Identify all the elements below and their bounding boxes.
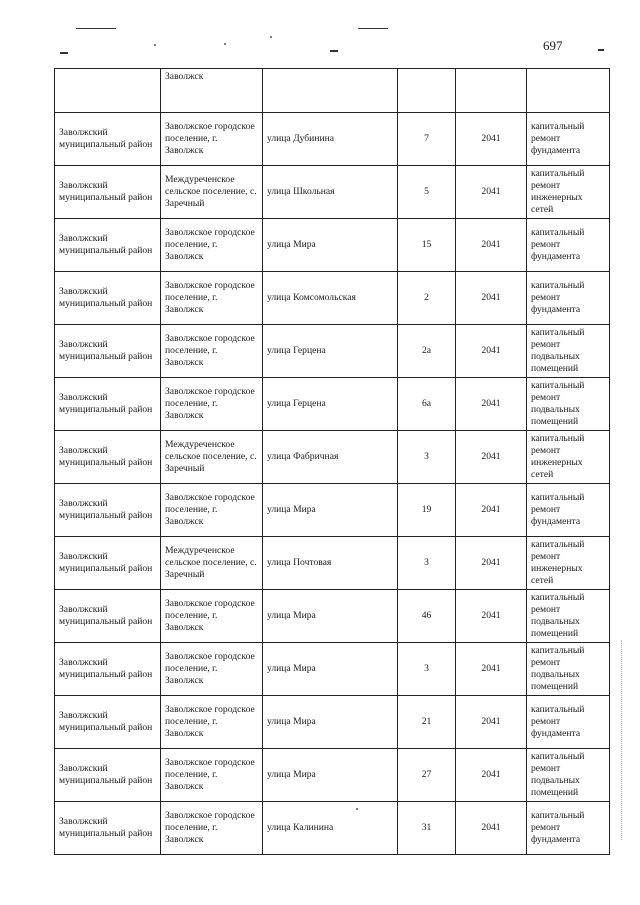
settlement-cell: Заволжское городское поселение, г. Заволжск (161, 643, 263, 696)
house-number-cell: 21 (398, 696, 456, 749)
work-type-cell: капитальный ремонт фундамента (527, 272, 610, 325)
table-row (55, 219, 610, 272)
house-number-cell: 5 (398, 166, 456, 219)
district-cell: Заволжский муниципальный район (55, 272, 161, 325)
work-type-cell: капитальный ремонт подвальных помещений (527, 590, 610, 643)
work-type-cell: капитальный ремонт фундамента (527, 219, 610, 272)
year-cell: 2041 (456, 643, 527, 696)
work-type-cell: капитальный ремонт подвальных помещений (527, 749, 610, 802)
street-cell (263, 69, 398, 113)
settlement-cell: Заволжское городское поселение, г. Заволжск (161, 696, 263, 749)
table-row (55, 484, 610, 537)
scan-speck (270, 36, 272, 38)
table-row (55, 802, 610, 855)
work-type-cell: капитальный ремонт фундамента (527, 484, 610, 537)
work-type-cell: капитальный ремонт фундамента (527, 696, 610, 749)
street-cell: улица Герцена (263, 325, 398, 378)
district-cell (55, 69, 161, 113)
work-type-cell (527, 69, 610, 113)
street-cell: улица Мира (263, 643, 398, 696)
year-cell: 2041 (456, 378, 527, 431)
district-cell: Заволжский муниципальный район (55, 378, 161, 431)
settlement-cell: Заволжское городское поселение, г. Заволжск (161, 325, 263, 378)
year-cell: 2041 (456, 325, 527, 378)
house-number-cell: 2 (398, 272, 456, 325)
district-cell: Заволжский муниципальный район (55, 431, 161, 484)
table-row (55, 378, 610, 431)
table-row (55, 696, 610, 749)
street-cell: улица Почтовая (263, 537, 398, 590)
street-cell: улица Школьная (263, 166, 398, 219)
table-row (55, 325, 610, 378)
scan-mark (330, 50, 338, 52)
street-cell: улица Фабричная (263, 431, 398, 484)
work-type-cell: капитальный ремонт подвальных помещений (527, 643, 610, 696)
scan-mark (76, 28, 116, 29)
scan-mark (598, 49, 604, 51)
house-number-cell: 3 (398, 537, 456, 590)
street-cell: улица Герцена (263, 378, 398, 431)
street-cell: улица Калинина (263, 802, 398, 855)
table-row (55, 166, 610, 219)
settlement-cell: Заволжское городское поселение, г. Заволжск (161, 219, 263, 272)
house-number-cell: 46 (398, 590, 456, 643)
district-cell: Заволжский муниципальный район (55, 590, 161, 643)
table-row (55, 590, 610, 643)
settlement-cell: Заволжское городское поселение, г. Заволжск (161, 749, 263, 802)
year-cell: 2041 (456, 219, 527, 272)
work-type-cell: капитальный ремонт инженерных сетей (527, 537, 610, 590)
settlement-cell: Междуреченское сельское поселение, с. Заречный (161, 431, 263, 484)
district-cell: Заволжский муниципальный район (55, 802, 161, 855)
table-row (55, 643, 610, 696)
district-cell: Заволжский муниципальный район (55, 643, 161, 696)
house-number-cell: 6а (398, 378, 456, 431)
street-cell: улица Мира (263, 696, 398, 749)
district-cell: Заволжский муниципальный район (55, 537, 161, 590)
table-row (55, 431, 610, 484)
settlement-cell: Заволжское городское поселение, г. Заволжск (161, 590, 263, 643)
district-cell: Заволжский муниципальный район (55, 219, 161, 272)
work-type-cell: капитальный ремонт подвальных помещений (527, 325, 610, 378)
work-type-cell: капитальный ремонт фундамента (527, 113, 610, 166)
house-number-cell: 2а (398, 325, 456, 378)
year-cell: 2041 (456, 802, 527, 855)
street-cell: улица Мира (263, 590, 398, 643)
scan-mark (358, 28, 388, 29)
district-cell: Заволжский муниципальный район (55, 696, 161, 749)
page-number: 697 (543, 38, 563, 53)
scan-edge-dots (621, 640, 623, 840)
house-number-cell: 3 (398, 643, 456, 696)
year-cell: 2041 (456, 537, 527, 590)
district-cell: Заволжский муниципальный район (55, 113, 161, 166)
street-cell: улица Мира (263, 484, 398, 537)
street-cell: улица Комсомольская (263, 272, 398, 325)
year-cell: 2041 (456, 272, 527, 325)
table-body (55, 69, 610, 855)
work-type-cell: капитальный ремонт инженерных сетей (527, 166, 610, 219)
year-cell: 2041 (456, 484, 527, 537)
table-row (55, 537, 610, 590)
scan-mark (60, 52, 68, 54)
settlement-cell: Заволжское городское поселение, г. Заволжск (161, 484, 263, 537)
house-number-cell: 19 (398, 484, 456, 537)
work-type-cell: капитальный ремонт подвальных помещений (527, 378, 610, 431)
street-cell: улица Дубинина (263, 113, 398, 166)
settlement-cell: Междуреченское сельское поселение, с. Заречный (161, 166, 263, 219)
scan-speck (154, 44, 156, 46)
house-number-cell: 31 (398, 802, 456, 855)
work-type-cell: капитальный ремонт фундамента (527, 802, 610, 855)
district-cell: Заволжский муниципальный район (55, 166, 161, 219)
table-row (55, 69, 610, 113)
settlement-cell: Заволжск (161, 69, 263, 113)
housing-repair-table (54, 68, 610, 855)
scan-speck (224, 43, 226, 45)
table-row (55, 749, 610, 802)
settlement-cell: Заволжское городское поселение, г. Заволжск (161, 113, 263, 166)
settlement-cell: Заволжское городское поселение, г. Заволжск (161, 802, 263, 855)
year-cell: 2041 (456, 696, 527, 749)
house-number-cell: 3 (398, 431, 456, 484)
settlement-cell: Междуреченское сельское поселение, с. Заречный (161, 537, 263, 590)
year-cell: 2041 (456, 431, 527, 484)
year-cell: 2041 (456, 113, 527, 166)
district-cell: Заволжский муниципальный район (55, 749, 161, 802)
street-cell: улица Мира (263, 749, 398, 802)
house-number-cell: 15 (398, 219, 456, 272)
house-number-cell: 7 (398, 113, 456, 166)
house-number-cell: 27 (398, 749, 456, 802)
house-cell (398, 69, 456, 113)
table-row (55, 113, 610, 166)
year-cell: 2041 (456, 166, 527, 219)
settlement-cell: Заволжское городское поселение, г. Заволжск (161, 272, 263, 325)
district-cell: Заволжский муниципальный район (55, 325, 161, 378)
year-cell: 2041 (456, 590, 527, 643)
table-row (55, 272, 610, 325)
work-type-cell: капитальный ремонт инженерных сетей (527, 431, 610, 484)
year-cell (456, 69, 527, 113)
district-cell: Заволжский муниципальный район (55, 484, 161, 537)
street-cell: улица Мира (263, 219, 398, 272)
year-cell: 2041 (456, 749, 527, 802)
settlement-cell: Заволжское городское поселение, г. Заволжск (161, 378, 263, 431)
